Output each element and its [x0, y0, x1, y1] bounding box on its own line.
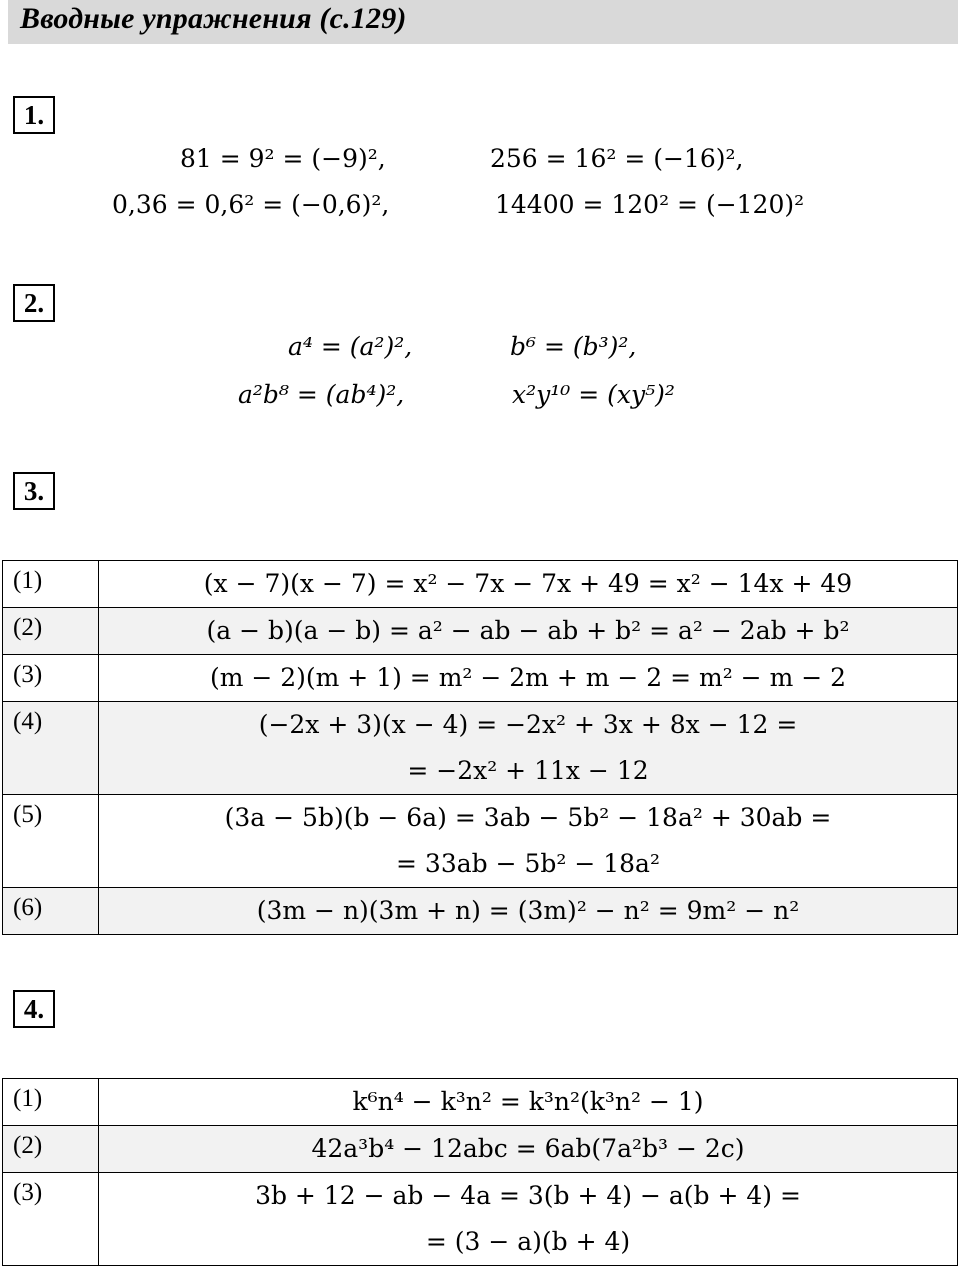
table-row: [3, 561, 958, 608]
equation-line: (a − b)(a − b) = a² − ab − ab + b² = a² − 2ab + b²: [206, 616, 850, 645]
row-equation: [99, 1079, 958, 1126]
row-label: (3): [3, 1173, 99, 1266]
row-label: (6): [3, 888, 99, 935]
table-row: [3, 888, 958, 935]
title-bar: [8, 0, 958, 44]
row-label: (4): [3, 702, 99, 795]
equation-line: = (3 − a)(b + 4): [425, 1227, 631, 1256]
equation-line: (m − 2)(m + 1) = m² − 2m + m − 2 = m² − m − 2: [209, 663, 847, 692]
exercise-number-3: 3.: [13, 472, 55, 510]
row-equation: [99, 608, 958, 655]
row-equation: [99, 702, 958, 795]
ex3-table: [2, 560, 958, 935]
ex4-table: [2, 1078, 958, 1266]
equation-line: = 33ab − 5b² − 18a²: [396, 849, 660, 878]
table-row: [3, 1079, 958, 1126]
table-row: [3, 702, 958, 795]
row-label: (5): [3, 795, 99, 888]
page-title: Вводные упражнения (с.129): [20, 2, 407, 35]
row-label: (2): [3, 1126, 99, 1173]
ex2-line1-right: b⁶ = (b³)²,: [510, 332, 637, 361]
exercise-number-1: 1.: [13, 96, 55, 134]
equation-line: (−2x + 3)(x − 4) = −2x² + 3x + 8x − 12 =: [258, 710, 798, 739]
row-equation: [99, 1126, 958, 1173]
equation-line: (3m − n)(3m + n) = (3m)² − n² = 9m² − n²: [256, 896, 800, 925]
table-row: [3, 655, 958, 702]
exercise-number-2: 2.: [13, 284, 55, 322]
row-label: (1): [3, 1079, 99, 1126]
table-row: [3, 608, 958, 655]
row-equation: [99, 655, 958, 702]
ex2-line1-left: a⁴ = (a²)²,: [288, 332, 413, 361]
row-label: (1): [3, 561, 99, 608]
table-row: [3, 1126, 958, 1173]
ex2-line2-right: x²y¹⁰ = (xy⁵)²: [512, 380, 675, 409]
ex2-line2-left: a²b⁸ = (ab⁴)²,: [238, 380, 405, 409]
exercise-number-4: 4.: [13, 990, 55, 1028]
table-row: [3, 795, 958, 888]
equation-line: 42a³b⁴ − 12abc = 6ab(7a²b³ − 2c): [311, 1134, 745, 1163]
equation-line: = −2x² + 11x − 12: [407, 756, 649, 785]
ex1-line1-right: 256 = 16² = (−16)²,: [490, 144, 744, 173]
row-equation: [99, 795, 958, 888]
equation-line: (3a − 5b)(b − 6a) = 3ab − 5b² − 18a² + 30ab =: [224, 803, 832, 832]
row-equation: [99, 888, 958, 935]
ex1-line1-left: 81 = 9² = (−9)²,: [180, 144, 386, 173]
table-row: [3, 1173, 958, 1266]
equation-line: (x − 7)(x − 7) = x² − 7x − 7x + 49 = x² − 14x + 49: [203, 569, 853, 598]
ex1-line2-right: 14400 = 120² = (−120)²: [495, 190, 805, 219]
row-label: (3): [3, 655, 99, 702]
row-label: (2): [3, 608, 99, 655]
ex1-line2-left: 0,36 = 0,6² = (−0,6)²,: [112, 190, 390, 219]
row-equation: [99, 1173, 958, 1266]
equation-line: k⁶n⁴ − k³n² = k³n²(k³n² − 1): [352, 1087, 704, 1116]
row-equation: [99, 561, 958, 608]
equation-line: 3b + 12 − ab − 4a = 3(b + 4) − a(b + 4) =: [255, 1181, 801, 1210]
